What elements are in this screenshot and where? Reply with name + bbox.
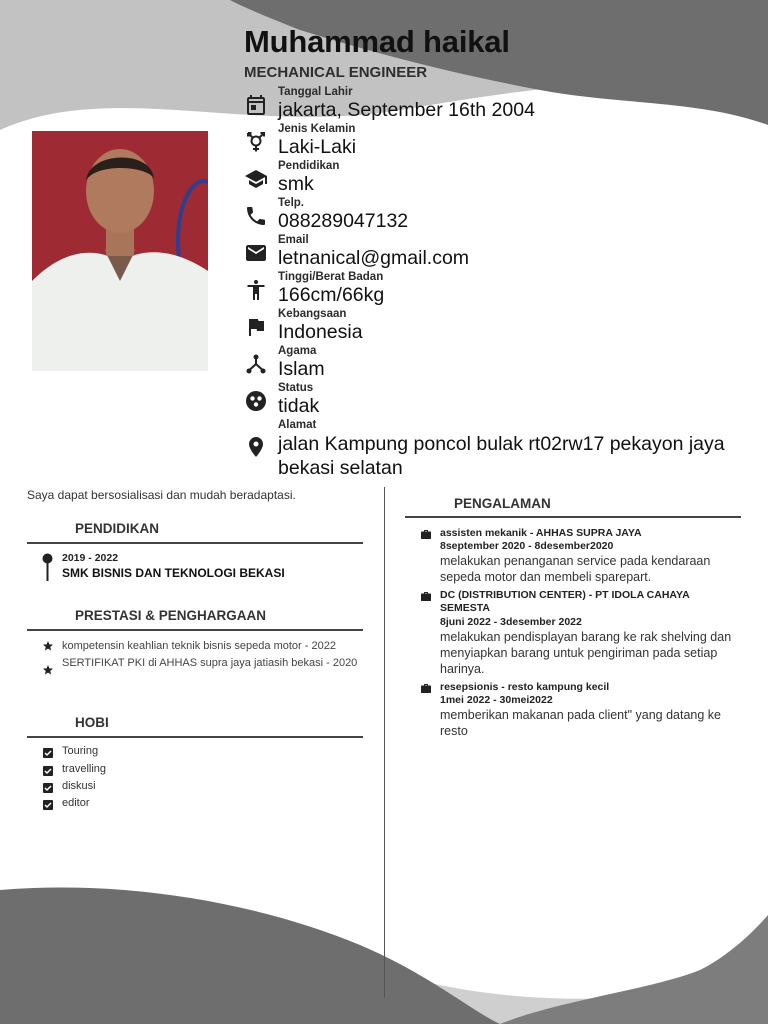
star-icon [42, 664, 54, 676]
experience-description: melakukan pendisplayan barang ke rak shelving dan menyiapkan barang untuk pengiriman pada setiap harinya. [440, 630, 732, 676]
info-label: Pendidikan [278, 160, 340, 172]
experience-date: 8juni 2022 - 3desember 2022 [440, 616, 582, 628]
hobby-text: editor [62, 797, 90, 809]
experience-item [420, 589, 740, 679]
flag-icon [244, 315, 268, 339]
info-item-gender [244, 121, 754, 158]
achievement-item [42, 639, 372, 655]
location-pin-icon [244, 435, 268, 459]
experience-title: DC (DISTRIBUTION CENTER) - PT IDOLA CAHAYA SEMESTA [440, 589, 690, 614]
email-icon [244, 241, 268, 265]
info-label: Telp. [278, 197, 304, 209]
experience-date: 1mei 2022 - 30mei2022 [440, 694, 553, 706]
info-label: Tanggal Lahir [278, 86, 353, 98]
candidate-name: Muhammad haikal [244, 24, 510, 59]
experience-section-title: PENGALAMAN [454, 496, 551, 511]
checkbox-checked-icon [42, 799, 54, 811]
experience-description: memberikan makanan pada client" yang datang ke resto [440, 708, 721, 738]
achievements-section-title: PRESTASI & PENGHARGAAN [75, 608, 267, 623]
briefcase-icon [420, 683, 432, 694]
status-icon [244, 389, 268, 413]
info-value: jalan Kampung poncol bulak rt02rw17 pekayon jaya bekasi selatan [278, 433, 725, 479]
briefcase-icon [420, 591, 432, 602]
info-label: Jenis Kelamin [278, 123, 356, 135]
info-label: Alamat [278, 419, 317, 431]
graduation-cap-icon [244, 167, 268, 191]
profile-summary: Saya dapat bersosialisasi dan mudah beradaptasi. [27, 488, 296, 502]
info-item-nationality [244, 306, 754, 343]
hobby-text: travelling [62, 763, 107, 775]
hobby-text: Touring [62, 745, 99, 757]
candidate-role: MECHANICAL ENGINEER [244, 64, 428, 81]
achievement-text: SERTIFIKAT PKI di AHHAS supra jaya jatiasih bekasi - 2020 [62, 657, 358, 669]
checkbox-checked-icon [42, 782, 54, 794]
info-value: Islam [278, 358, 325, 380]
phone-icon [244, 204, 268, 228]
profile-photo [32, 131, 208, 371]
info-item-religion [244, 343, 754, 380]
gender-icon [244, 130, 268, 154]
education-years: 2019 - 2022 [62, 552, 119, 564]
experience-item [420, 527, 740, 587]
info-label: Tinggi/Berat Badan [278, 271, 384, 283]
info-item-email [244, 232, 754, 269]
star-icon [42, 640, 54, 652]
checkbox-checked-icon [42, 747, 54, 759]
calendar-icon [244, 93, 268, 117]
info-item-phone [244, 195, 754, 232]
column-divider [384, 487, 385, 998]
experience-title: resepsionis - resto kampung kecil [440, 681, 610, 693]
section-divider [27, 629, 363, 631]
bottom-wave-dark [0, 887, 500, 1024]
info-item-status [244, 380, 754, 417]
info-label: Kebangsaan [278, 308, 347, 320]
info-label: Status [278, 382, 314, 394]
info-label: Email [278, 234, 309, 246]
info-item-birth [244, 84, 754, 121]
achievement-item [42, 656, 372, 688]
hobbies-section-title: HOBI [75, 715, 109, 730]
info-value: 166cm/66kg [278, 284, 385, 306]
info-value: Indonesia [278, 321, 363, 343]
person-icon [244, 278, 268, 302]
info-value: tidak [278, 395, 320, 417]
experience-date: 8september 2020 - 8desember2020 [440, 540, 614, 552]
info-item-height-weight [244, 269, 754, 306]
info-value: letnanical@gmail.com [278, 247, 470, 269]
experience-title: assisten mekanik - AHHAS SUPRA JAYA [440, 527, 642, 539]
info-value: 088289047132 [278, 210, 409, 232]
info-value: smk [278, 173, 314, 195]
section-divider [27, 736, 363, 738]
briefcase-icon [420, 529, 432, 540]
section-divider [405, 516, 741, 518]
section-divider [27, 542, 363, 544]
experience-description: melakukan penanganan service pada kendaraan sepeda motor dan membeli sparepart. [440, 554, 711, 584]
info-item-address [244, 417, 754, 477]
education-section-title: PENDIDIKAN [75, 521, 160, 536]
checkbox-checked-icon [42, 765, 54, 777]
experience-item [420, 681, 740, 741]
info-value: jakarta, September 16th 2004 [278, 99, 535, 121]
education-school: SMK BISNIS DAN TEKNOLOGI BEKASI [62, 566, 285, 580]
timeline-pin-icon [42, 553, 53, 581]
hobby-text: diskusi [62, 780, 96, 792]
info-value: Laki-Laki [278, 136, 357, 158]
info-item-education [244, 158, 754, 195]
network-icon [244, 352, 268, 376]
achievement-text: kompetensin keahlian teknik bisnis sepeda motor - 2022 [62, 640, 336, 652]
info-label: Agama [278, 345, 317, 357]
